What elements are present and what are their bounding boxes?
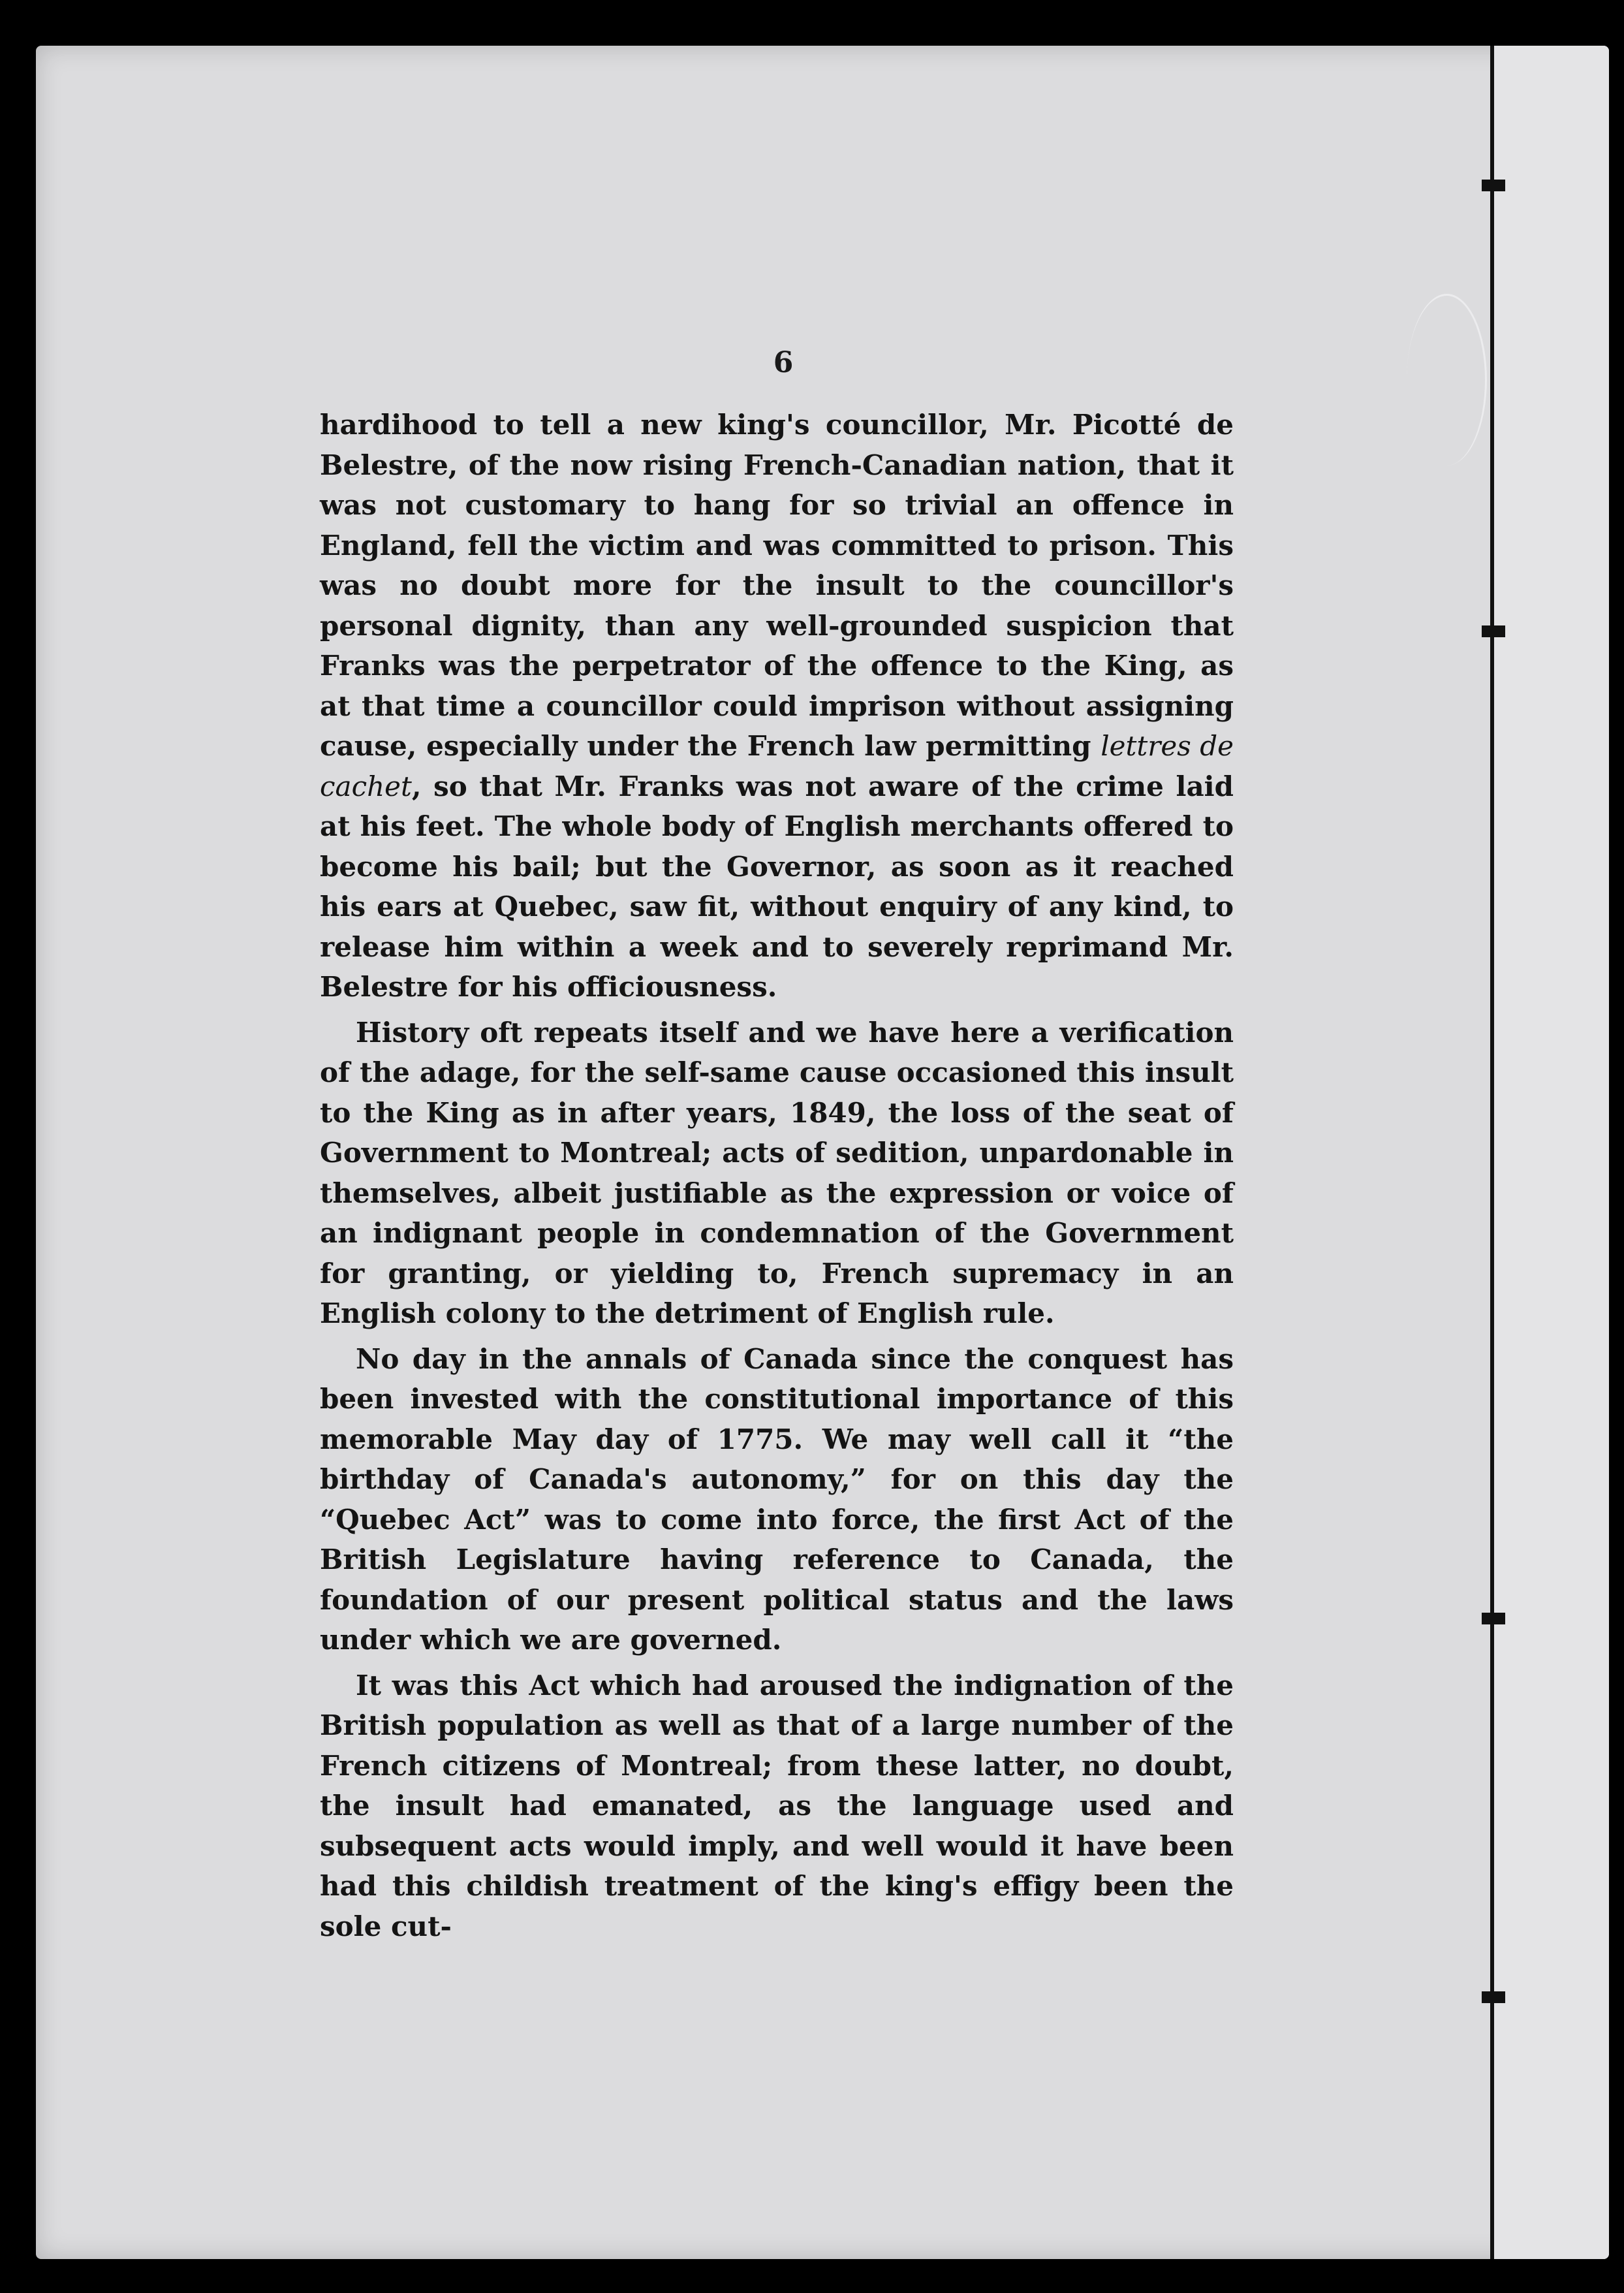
fold-mark xyxy=(1482,625,1505,637)
page-number: 6 xyxy=(773,346,794,379)
body-text xyxy=(320,405,1234,1952)
fold-shade xyxy=(1494,46,1609,2259)
fold-mark xyxy=(1482,1613,1505,1624)
paragraph-1 xyxy=(320,405,1234,1007)
fold-mark xyxy=(1482,1991,1505,2003)
paragraph-1-italic: lettres de cachet xyxy=(320,730,1234,802)
fold-mark xyxy=(1482,180,1505,191)
fold-line xyxy=(1490,46,1494,2259)
paragraph-1-text-b: , so that Mr. Franks was not aware of the crime laid at his feet. The whole body of English merchants offered to become his bail; but the Governor, as soon as it reached his ears at Quebec, saw fit, without enquiry of any kind, to release him within a week and to severely reprimand Mr. Belestre for his officiousness. xyxy=(320,770,1234,1003)
paragraph-3: No day in the annals of Canada since the conquest has been invested with the constitutional importance of this memorable May day of 1775. We may well call it “the birthday of Canada's autonomy,” for on this day the “Quebec Act” was to come into force, the first Act of the British Legislature having reference to Canada, the foundation of our present political status and the laws under which we are governed. xyxy=(320,1342,1234,1656)
paragraph-2: History oft repeats itself and we have here a verification of the adage, for the self-same cause occasioned this insult to the King as in after years, 1849, the loss of the seat of Government to Montreal; acts of sedition, unpardonable in themselves, albeit justifiable as the expression or voice of an indignant people in condemnation of the Government for granting, or yielding to, French supremacy in an English colony to the detriment of English rule. xyxy=(320,1016,1234,1329)
scan-left-edge xyxy=(0,588,36,1306)
scan-scratch xyxy=(1407,294,1487,466)
paragraph-1-text-a: hardihood to tell a new king's councillor, Mr. Picotté de Belestre, of the now rising French-Canadian nation, that it was not customary to hang for so trivial an offence in England, fell the victim and was committed to prison. This was no doubt more for the insult to the councillor's personal dignity, than any well-grounded suspicion that Franks was the perpetrator of the offence to the King, as at that time a councillor could imprison without assigning cause, especially under the French law permitting xyxy=(320,409,1234,762)
paragraph-4: It was this Act which had aroused the indignation of the British population as well as that of a large number of the French citizens of Montreal; from these latter, no doubt, the insult had emanated, as the language used and subsequent acts would imply, and well would it have been had this childish treatment of the king's effigy been the sole cut- xyxy=(320,1669,1234,1942)
